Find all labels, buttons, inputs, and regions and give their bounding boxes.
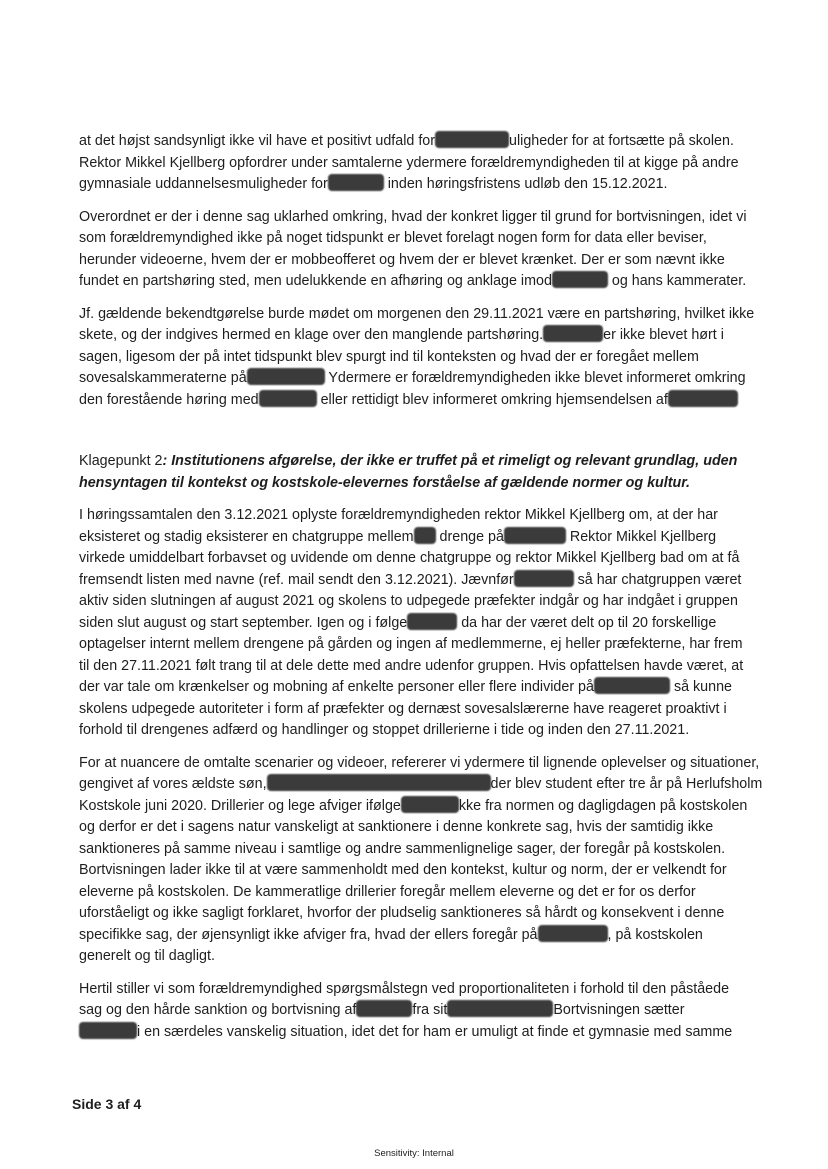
redaction-mark bbox=[435, 131, 509, 148]
text-line bbox=[79, 882, 751, 904]
redaction-mark bbox=[267, 774, 491, 791]
text-segment: herunder videoerne, hvem der er mobbeofferet og hvem der er blevet krænket. Der er som nævnt ikke bbox=[79, 251, 725, 268]
text-segment: sag og den hårde sanktion og bortvisning af bbox=[79, 1002, 357, 1018]
text-line bbox=[79, 271, 751, 293]
text-segment: uforståeligt og ikke sagligt forklaret, hvorfor der pludselig sanktioneres så hårdt og konsekvent i denne bbox=[79, 905, 725, 921]
text-line bbox=[79, 368, 751, 390]
text-line bbox=[79, 1000, 751, 1022]
text-segment: gengivet af vores ældste søn, bbox=[79, 776, 267, 792]
text-line bbox=[79, 925, 751, 947]
text-segment: sovesalskammeraterne på bbox=[79, 370, 247, 386]
text-segment: fundet en partshøring sted, men udelukkende en afhøring og anklage imod bbox=[79, 273, 552, 289]
text-line bbox=[79, 527, 751, 549]
text-line bbox=[79, 570, 751, 592]
text-segment: Bortvisningen sætter bbox=[553, 1002, 685, 1018]
text-line bbox=[79, 591, 751, 613]
text-line bbox=[79, 451, 751, 473]
paragraph bbox=[79, 207, 751, 293]
text-line bbox=[79, 473, 751, 495]
text-segment: skete, og der indgives hermed en klage over den manglende partshøring. bbox=[79, 327, 544, 343]
text-line bbox=[79, 903, 751, 925]
text-segment: Jf. gældende bekendtgørelse burde mødet om morgenen den 29.11.2021 være en partshøring, hvilket ikke bbox=[79, 305, 755, 322]
text-segment: Ydermere er forældremyndigheden ikke blevet informeret omkring bbox=[324, 370, 746, 386]
text-segment: der blev student efter tre år på Herlufsholm bbox=[490, 776, 763, 792]
text-line bbox=[79, 613, 751, 635]
text-segment: skolens udpegede autoriteter i form af præfekter og dernæst sovesalslærerne have reageret proaktivt i bbox=[79, 700, 727, 717]
text-segment: For at nuancere de omtalte scenarier og videoer, refererer vi ydermere til lignende oplevelser og situationer, bbox=[79, 754, 760, 771]
text-segment: Kostskole juni 2020. Drillerier og lege afviger ifølge bbox=[79, 797, 401, 814]
text-line bbox=[79, 699, 751, 721]
text-segment: inden høringsfristens udløb den 15.12.2021. bbox=[383, 176, 668, 192]
text-line bbox=[79, 656, 751, 678]
redaction-mark bbox=[79, 1022, 137, 1039]
text-line bbox=[79, 505, 751, 527]
text-line bbox=[79, 250, 751, 272]
text-segment: til den 27.11.2021 følt trang til at dele dette med andre udenfor gruppen. Hvis opfattelsen havde været, at bbox=[79, 657, 744, 674]
text-line bbox=[79, 720, 751, 742]
redaction-mark bbox=[356, 1000, 412, 1017]
text-segment: sanktioneres på samme niveau i samtlige og andre sammenlignelige sager, der foregår på kostskolen. bbox=[79, 840, 726, 857]
text-segment: , på kostskolen bbox=[607, 926, 703, 943]
redaction-mark bbox=[407, 613, 457, 630]
text-line bbox=[79, 839, 751, 861]
text-segment: Overordnet er der i denne sag uklarhed omkring, hvad der konkret ligger til grund for bortvisningen, idet vi bbox=[79, 208, 747, 225]
text-line bbox=[79, 207, 751, 229]
redaction-mark bbox=[504, 527, 566, 544]
text-line bbox=[79, 634, 751, 656]
text-segment: fremsendt listen med navne (ref. mail sendt den 3.12.2021). Jævnfør bbox=[79, 571, 514, 588]
text-line bbox=[79, 817, 751, 839]
text-segment: der var tale om krænkelser og mobning af enkelte personer eller flere individer på bbox=[79, 679, 594, 695]
text-segment: eller rettidigt blev informeret omkring hjemsendelsen af bbox=[316, 391, 668, 408]
document-body bbox=[79, 131, 763, 1054]
text-segment: er ikke blevet hørt i bbox=[603, 327, 724, 343]
text-line bbox=[79, 774, 763, 796]
text-segment: den forestående høring med bbox=[79, 391, 259, 408]
text-line bbox=[79, 860, 751, 882]
text-segment: i en særdeles vanskelig situation, idet det for ham er umuligt at finde et gymnasie med samme bbox=[137, 1023, 733, 1040]
text-segment: eksisteret og stadig eksisterer en chatgruppe mellem bbox=[79, 528, 414, 545]
redaction-mark bbox=[259, 390, 317, 407]
text-line bbox=[79, 228, 751, 250]
text-segment: uligheder for at fortsætte på skolen. bbox=[509, 133, 734, 149]
text-segment: at det højst sandsynligt ikke vil have et positivt udfald for bbox=[79, 133, 436, 149]
redaction-mark bbox=[538, 925, 608, 942]
text-line bbox=[79, 548, 751, 570]
text-segment: optagelser internt mellem drengene på gården og ingen af medlemmerne, ej heller præfekterne, har frem bbox=[79, 636, 743, 652]
text-segment: da har der været delt op til 20 forskellige bbox=[457, 614, 717, 631]
redaction-mark bbox=[414, 527, 436, 544]
redaction-mark bbox=[594, 677, 670, 694]
text-line bbox=[79, 153, 751, 175]
text-segment: I høringssamtalen den 3.12.2021 oplyste forældremyndigheden rektor Mikkel Kjellberg om, at der har bbox=[79, 507, 718, 523]
text-line bbox=[79, 325, 751, 347]
text-segment: kke fra normen og dagligdagen på kostskolen bbox=[458, 797, 748, 814]
text-segment: sagen, ligesom der på intet tidspunkt blev spurgt ind til konteksten og hvad der er foregået mellem bbox=[79, 348, 699, 365]
text-line bbox=[79, 390, 751, 412]
text-segment: virkede umiddelbart forbavset og uvidende om denne chatgruppe og rektor Mikkel Kjellberg bad om at få bbox=[79, 550, 740, 566]
redaction-mark bbox=[514, 570, 574, 587]
text-segment: og derfor er det i sagens natur vanskeligt at sanktionere i denne konkrete sag, hvis der samtidig ikke bbox=[79, 819, 714, 835]
text-line bbox=[79, 304, 755, 326]
redaction-mark bbox=[401, 796, 459, 813]
paragraph bbox=[79, 304, 755, 412]
redaction-mark bbox=[668, 390, 738, 407]
text-segment: gymnasiale uddannelsesmuligheder for bbox=[79, 176, 328, 192]
text-line bbox=[79, 1022, 751, 1044]
redaction-mark bbox=[247, 368, 325, 385]
text-line bbox=[79, 753, 760, 775]
text-segment: eleverne på kostskolen. De kammeratlige drillerier foregår mellem eleverne og det er for os derfor bbox=[79, 883, 696, 900]
text-line bbox=[79, 131, 751, 153]
text-segment: som forældremyndighed ikke på noget tidspunkt er blevet forelagt nogen form for data eller beviser, bbox=[79, 230, 707, 246]
text-line bbox=[79, 677, 751, 699]
redaction-mark bbox=[552, 271, 608, 288]
text-segment: generelt og til dagligt. bbox=[79, 948, 215, 964]
text-line bbox=[79, 174, 751, 196]
text-segment: drenge på bbox=[435, 528, 504, 545]
text-segment: så har chatgruppen været bbox=[573, 571, 742, 588]
sensitivity-label: Sensitivity: Internal bbox=[374, 1148, 454, 1159]
redaction-mark bbox=[447, 1000, 553, 1017]
redaction-mark bbox=[328, 174, 384, 191]
paragraph bbox=[79, 753, 763, 968]
text-segment: forhold til drengenes adfærd og handlinger og stoppet drillerierne i tide og inden den 27.11.2021. bbox=[79, 722, 690, 738]
paragraph bbox=[79, 979, 751, 1044]
text-segment: så kunne bbox=[669, 679, 732, 695]
text-segment: Rektor Mikkel Kjellberg opfordrer under samtalerne ydermere forældremyndigheden til at kigge på andre bbox=[79, 154, 739, 171]
text-segment: siden slut august og start september. Igen og i følge bbox=[79, 614, 408, 631]
text-line bbox=[79, 796, 751, 818]
section-heading bbox=[79, 451, 751, 494]
text-segment: og hans kammerater. bbox=[607, 273, 747, 289]
text-segment: : Institutionens afgørelse, der ikke er truffet på et rimeligt og relevant grundlag, uden bbox=[162, 453, 738, 469]
text-segment: Bortvisningen lader ikke til at være sammenholdt med den kontekst, kultur og norm, der er velkendt for bbox=[79, 862, 727, 878]
text-segment: Hertil stiller vi som forældremyndighed spørgsmålstegn ved proportionaliteten i forhold til den påståede bbox=[79, 980, 730, 997]
text-line bbox=[79, 979, 751, 1001]
text-segment: fra sit bbox=[412, 1002, 448, 1018]
text-line bbox=[79, 946, 751, 968]
text-line bbox=[79, 347, 751, 369]
text-segment: aktiv siden slutningen af august 2021 og skolens to udpegede præfekter indgår og har indgået i gruppen bbox=[79, 593, 738, 609]
text-segment: Rektor Mikkel Kjellberg bbox=[565, 528, 717, 545]
page-number: Side 3 af 4 bbox=[72, 1096, 142, 1112]
text-segment: specifikke sag, der øjensynligt ikke afviger fra, hvad der ellers foregår på bbox=[79, 926, 538, 943]
redaction-mark bbox=[543, 325, 603, 342]
paragraph bbox=[79, 131, 751, 196]
paragraph bbox=[79, 505, 751, 742]
text-segment: Klagepunkt 2 bbox=[79, 453, 163, 469]
text-segment: hensyntagen til kontekst og kostskole-elevernes forståelse af gældende normer og kultur. bbox=[79, 474, 690, 491]
